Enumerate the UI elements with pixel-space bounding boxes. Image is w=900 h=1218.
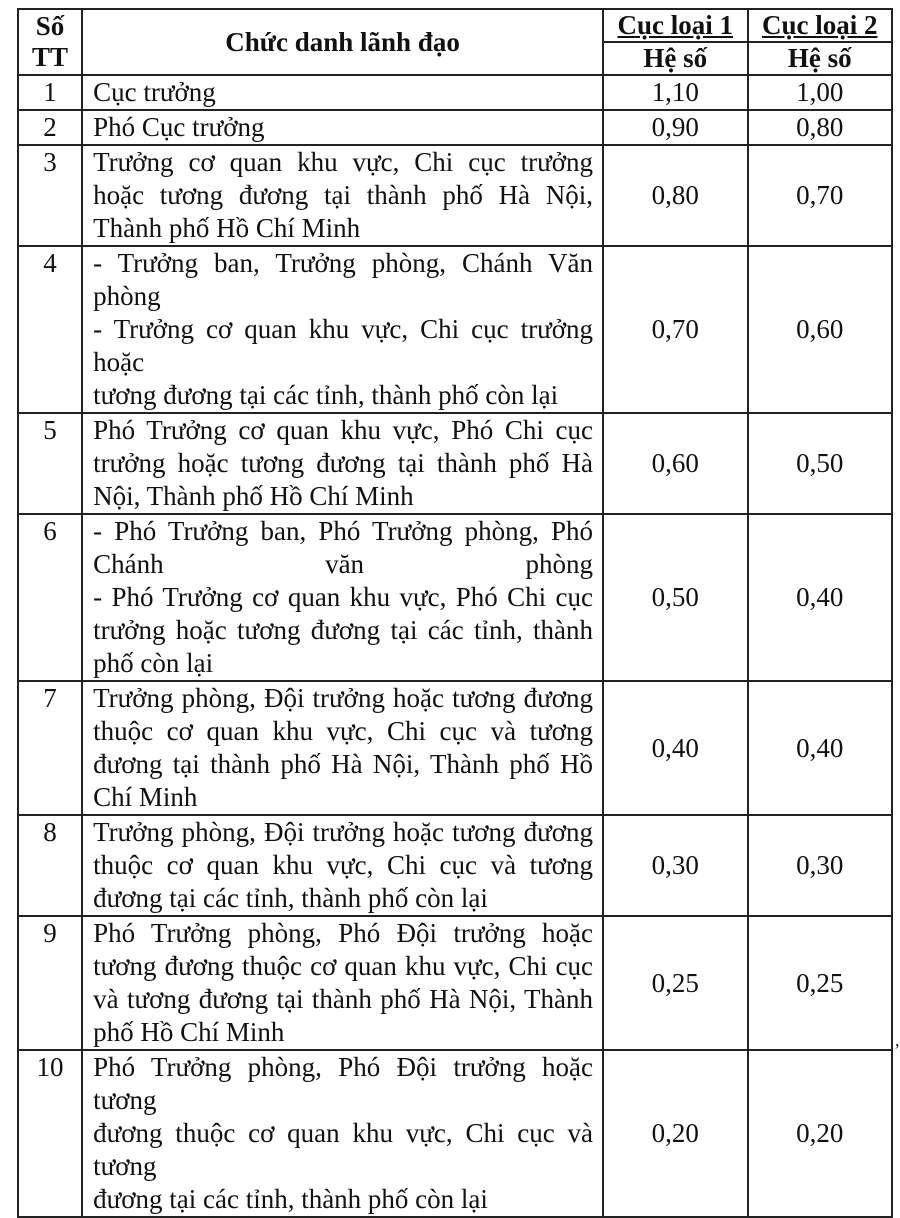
coefficient-type2: 0,20 bbox=[748, 1050, 893, 1217]
coefficient-type1: 1,10 bbox=[603, 75, 747, 110]
coefficient-type2: 0,40 bbox=[748, 681, 893, 815]
position-title bbox=[82, 514, 603, 681]
position-title-line: - Trưởng ban, Trưởng phòng, Chánh Văn phòng bbox=[93, 248, 594, 311]
header-sub2: Hệ số bbox=[748, 42, 893, 75]
position-title bbox=[82, 1050, 603, 1217]
row-number: 5 bbox=[18, 413, 82, 514]
row-number: 2 bbox=[18, 110, 82, 145]
table-row bbox=[18, 1050, 892, 1217]
coefficient-table bbox=[17, 8, 893, 1218]
position-title-line: Nội, Thành phố Hồ Chí Minh bbox=[93, 481, 414, 511]
table-row bbox=[18, 681, 892, 815]
position-title-line: đương tại các tỉnh, thành phố còn lại bbox=[93, 883, 488, 913]
coefficient-type2: 0,70 bbox=[748, 145, 893, 246]
coefficient-type1: 0,60 bbox=[603, 413, 747, 514]
position-title-line: Phó Trưởng phòng, Phó Đội trưởng hoặc bbox=[93, 918, 594, 948]
position-title-line: tương đương tại các tỉnh, thành phố còn lại bbox=[93, 380, 559, 410]
row-number: 8 bbox=[18, 815, 82, 916]
position-title bbox=[82, 110, 603, 145]
position-title-line: - Phó Trưởng ban, Phó Trưởng phòng, Phó bbox=[93, 516, 594, 546]
position-title-line: đương tại các tỉnh, thành phố còn lại bbox=[93, 1184, 488, 1214]
position-title bbox=[82, 145, 603, 246]
table-row bbox=[18, 413, 892, 514]
header-stt bbox=[18, 9, 82, 75]
header-group2 bbox=[748, 9, 893, 42]
header-title: Chức danh lãnh đạo bbox=[82, 9, 603, 75]
coefficient-type2: 0,50 bbox=[748, 413, 893, 514]
coefficient-type1: 0,70 bbox=[603, 246, 747, 413]
table-row bbox=[18, 514, 892, 681]
table-row bbox=[18, 916, 892, 1050]
table-body bbox=[18, 75, 892, 1217]
coefficient-type1: 0,25 bbox=[603, 916, 747, 1050]
position-title-line: thuộc cơ quan khu vực, Chi cục và tương bbox=[93, 850, 594, 880]
position-title-line: Trưởng cơ quan khu vực, Chi cục trưởng bbox=[93, 147, 594, 177]
header-group1-label: Cục loại 1 bbox=[617, 10, 734, 40]
position-title-line: - Trưởng cơ quan khu vực, Chi cục trưởng hoặc bbox=[93, 314, 594, 377]
coefficient-type1: 0,90 bbox=[603, 110, 747, 145]
coefficient-type2: 1,00 bbox=[748, 75, 893, 110]
table-row bbox=[18, 110, 892, 145]
position-title-line: Phó Cục trưởng bbox=[93, 112, 265, 142]
table-row bbox=[18, 246, 892, 413]
position-title-line: phố còn lại bbox=[93, 648, 214, 678]
coefficient-type2: 0,40 bbox=[748, 514, 893, 681]
header-group1 bbox=[603, 9, 747, 42]
row-number: 6 bbox=[18, 514, 82, 681]
row-number: 1 bbox=[18, 75, 82, 110]
coefficient-type2: 0,80 bbox=[748, 110, 893, 145]
position-title-line: hoặc tương đương tại thành phố Hà Nội, bbox=[93, 180, 594, 210]
table-row bbox=[18, 75, 892, 110]
header-stt-line1: Số bbox=[35, 11, 65, 41]
header-stt-line2: TT bbox=[32, 42, 69, 72]
position-title-line: Thành phố Hồ Chí Minh bbox=[93, 213, 361, 243]
coefficient-type1: 0,30 bbox=[603, 815, 747, 916]
position-title bbox=[82, 246, 603, 413]
table-header bbox=[18, 9, 892, 75]
position-title bbox=[82, 413, 603, 514]
position-title-line: thuộc cơ quan khu vực, Chi cục và tương bbox=[93, 716, 594, 746]
position-title-line: - Phó Trưởng cơ quan khu vực, Phó Chi cục bbox=[93, 582, 594, 612]
position-title-line: đương tại thành phố Hà Nội, Thành phố Hồ bbox=[93, 749, 594, 779]
position-title-line: Phó Trưởng cơ quan khu vực, Phó Chi cục bbox=[93, 415, 594, 445]
position-title-line: trưởng hoặc tương đương tại các tỉnh, thành bbox=[93, 615, 594, 645]
position-title-line: Trưởng phòng, Đội trưởng hoặc tương đương bbox=[93, 683, 594, 713]
row-number: 3 bbox=[18, 145, 82, 246]
header-group2-label: Cục loại 2 bbox=[761, 10, 878, 40]
header-sub1: Hệ số bbox=[603, 42, 747, 75]
table-row bbox=[18, 815, 892, 916]
position-title bbox=[82, 916, 603, 1050]
position-title-line: Trưởng phòng, Đội trưởng hoặc tương đương bbox=[93, 817, 594, 847]
position-title bbox=[82, 75, 603, 110]
coefficient-type1: 0,40 bbox=[603, 681, 747, 815]
position-title bbox=[82, 681, 603, 815]
position-title-line: tương đương thuộc cơ quan khu vực, Chi cục bbox=[93, 951, 594, 981]
position-title-line: Cục trưởng bbox=[93, 77, 216, 107]
position-title bbox=[82, 815, 603, 916]
coefficient-type2: 0,30 bbox=[748, 815, 893, 916]
row-number: 9 bbox=[18, 916, 82, 1050]
row-number: 4 bbox=[18, 246, 82, 413]
coefficient-type2: 0,25 bbox=[748, 916, 893, 1050]
position-title-line: đương thuộc cơ quan khu vực, Chi cục và tương bbox=[93, 1118, 594, 1181]
table-row bbox=[18, 145, 892, 246]
position-title-line: Phó Trưởng phòng, Phó Đội trưởng hoặc tương bbox=[93, 1052, 594, 1115]
coefficient-type1: 0,20 bbox=[603, 1050, 747, 1217]
margin-mark: , bbox=[895, 1030, 900, 1050]
position-title-line: và tương đương tại thành phố Hà Nội, Thành bbox=[93, 984, 594, 1014]
row-number: 7 bbox=[18, 681, 82, 815]
position-title-line: Chánh văn phòng bbox=[93, 549, 594, 579]
position-title-line: phố Hồ Chí Minh bbox=[93, 1017, 285, 1047]
row-number: 10 bbox=[18, 1050, 82, 1217]
position-title-line: Chí Minh bbox=[93, 782, 198, 812]
coefficient-type1: 0,80 bbox=[603, 145, 747, 246]
coefficient-type2: 0,60 bbox=[748, 246, 893, 413]
position-title-line: trưởng hoặc tương đương tại thành phố Hà bbox=[93, 448, 594, 478]
coefficient-type1: 0,50 bbox=[603, 514, 747, 681]
